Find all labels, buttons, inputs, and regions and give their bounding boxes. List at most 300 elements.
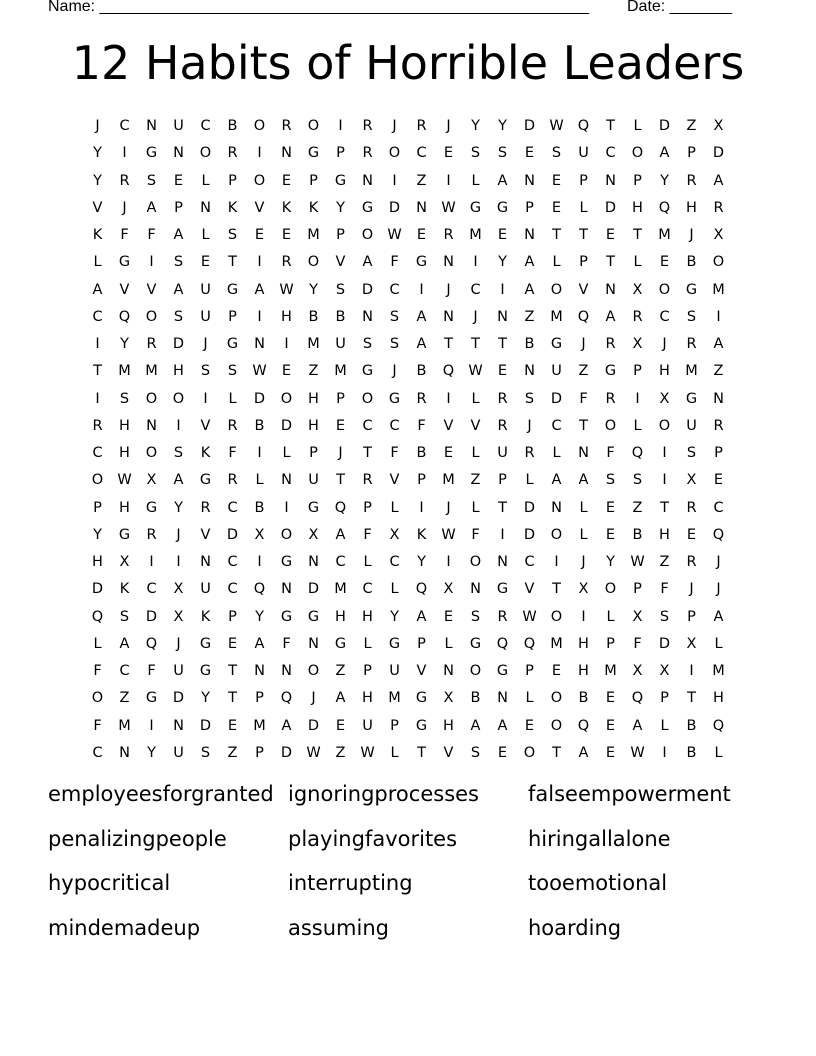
grid-letter: P (579, 172, 588, 189)
grid-letter: V (200, 526, 211, 543)
grid-letter: U (200, 281, 211, 298)
grid-letter: I (392, 172, 397, 189)
grid-letter: M (388, 690, 401, 707)
grid-letter: E (416, 227, 427, 243)
word-list-item: tooemotional (528, 871, 668, 896)
word-list-item: playingfavorites (288, 826, 458, 851)
grid-letter: Y (255, 608, 264, 625)
date-field[interactable]: Date: _______ (627, 0, 732, 15)
grid-letter: S (200, 363, 211, 380)
grid-letter: S (173, 445, 184, 461)
grid-letter: H (713, 690, 724, 707)
grid-letter: N (524, 363, 535, 380)
grid-letter: O (388, 145, 401, 162)
grid-letter: I (716, 308, 721, 325)
grid-row (84, 195, 732, 222)
grid-letter: C (92, 445, 103, 461)
grid-letter: T (552, 581, 561, 598)
grid-letter: N (173, 145, 184, 162)
grid-letter: A (254, 281, 265, 298)
grid-letter: Y (606, 554, 615, 570)
grid-letter: L (390, 499, 399, 516)
grid-letter: D (388, 199, 401, 216)
grid-letter: D (523, 118, 536, 134)
grid-letter: W (468, 363, 483, 380)
grid-letter: X (713, 118, 724, 134)
grid-letter: L (714, 635, 723, 652)
grid-letter: T (687, 690, 696, 707)
grid-letter: S (173, 308, 184, 325)
grid-letter: L (471, 445, 480, 461)
grid-letter: A (605, 308, 616, 325)
grid-letter: L (390, 744, 399, 761)
grid-letter: Y (498, 254, 507, 271)
grid-letter: L (579, 526, 588, 543)
grid-letter: X (443, 581, 454, 598)
grid-letter: E (443, 608, 454, 625)
grid-letter: C (713, 499, 724, 516)
grid-letter: G (226, 281, 239, 298)
grid-letter: V (443, 744, 454, 761)
grid-letter: W (441, 199, 456, 216)
grid-letter: P (228, 172, 237, 189)
grid-letter: H (173, 363, 184, 380)
grid-letter: V (524, 581, 535, 598)
grid-letter: T (336, 472, 345, 489)
grid-letter: B (254, 499, 265, 516)
grid-letter: U (578, 145, 589, 162)
grid-letter: G (496, 199, 509, 216)
grid-row (84, 467, 732, 494)
grid-letter: P (606, 635, 615, 652)
grid-letter: L (579, 199, 588, 216)
grid-letter: X (686, 472, 697, 489)
grid-row (84, 549, 732, 576)
grid-letter: E (443, 445, 454, 461)
grid-letter: Q (118, 308, 131, 325)
grid-letter: L (228, 390, 237, 407)
grid-letter: A (119, 635, 130, 652)
grid-row (84, 440, 732, 467)
grid-letter: G (415, 690, 428, 707)
grid-letter: W (522, 608, 537, 625)
grid-letter: V (119, 281, 130, 298)
grid-letter: Y (417, 554, 426, 570)
grid-letter: W (360, 744, 375, 761)
grid-letter: P (390, 717, 399, 734)
grid-letter: O (550, 281, 563, 298)
grid-letter: R (281, 254, 292, 271)
grid-letter: R (362, 472, 373, 489)
grid-letter: R (200, 499, 211, 516)
grid-letter: S (551, 145, 562, 162)
grid-letter: D (658, 635, 671, 652)
grid-letter: F (363, 526, 372, 543)
grid-letter: Q (442, 363, 455, 380)
grid-letter: Q (577, 308, 590, 325)
grid-letter: P (93, 499, 102, 516)
grid-letter: N (200, 199, 211, 216)
grid-letter: X (659, 663, 670, 679)
grid-letter: W (630, 554, 645, 570)
grid-letter: K (200, 608, 211, 625)
grid-letter: O (469, 663, 482, 679)
grid-letter: Q (577, 118, 590, 134)
grid-letter: S (659, 608, 670, 625)
grid-letter: M (550, 635, 563, 652)
grid-letter: A (416, 336, 427, 352)
grid-letter: R (146, 336, 157, 352)
grid-letter: G (307, 608, 320, 625)
grid-letter: I (689, 663, 694, 679)
grid-letter: H (578, 635, 589, 652)
grid-letter: D (604, 199, 617, 216)
grid-letter: I (257, 308, 262, 325)
grid-letter: R (497, 417, 508, 434)
grid-letter: Z (308, 363, 319, 380)
grid-letter: Y (336, 199, 345, 216)
grid-letter: H (92, 554, 103, 570)
grid-letter: V (335, 254, 346, 271)
grid-letter: J (176, 635, 181, 652)
grid-letter: E (281, 227, 292, 243)
grid-letter: L (444, 635, 453, 652)
grid-letter: E (605, 744, 616, 761)
grid-letter: E (227, 717, 238, 734)
grid-letter: E (173, 172, 184, 189)
grid-letter: A (173, 472, 184, 489)
grid-letter: C (92, 744, 103, 761)
grid-letter: N (362, 172, 373, 189)
grid-row (84, 658, 732, 685)
grid-letter: P (525, 663, 534, 679)
grid-letter: Y (93, 172, 102, 189)
grid-letter: G (145, 690, 158, 707)
grid-letter: D (226, 526, 239, 543)
grid-letter: R (686, 336, 697, 352)
grid-letter: M (712, 281, 725, 298)
grid-letter: N (281, 663, 292, 679)
grid-letter: L (201, 227, 210, 243)
grid-letter: C (227, 499, 238, 516)
grid-letter: E (524, 717, 535, 734)
grid-letter: H (578, 663, 589, 679)
grid-letter: A (551, 472, 562, 489)
grid-letter: D (280, 417, 293, 434)
grid-letter: D (253, 390, 266, 407)
grid-letter: R (497, 608, 508, 625)
grid-letter: A (146, 199, 157, 216)
grid-letter: J (527, 417, 532, 434)
grid-letter: S (470, 608, 481, 625)
grid-letter: F (606, 445, 615, 461)
grid-letter: G (118, 526, 131, 543)
grid-letter: D (172, 336, 185, 352)
grid-letter: P (336, 390, 345, 407)
grid-letter: N (605, 281, 616, 298)
grid-letter: N (470, 581, 481, 598)
grid-letter: H (443, 717, 454, 734)
grid-letter: L (471, 390, 480, 407)
grid-letter: B (632, 526, 643, 543)
grid-letter: M (712, 663, 725, 679)
grid-letter: J (446, 118, 451, 134)
grid-letter: J (716, 554, 721, 570)
grid-letter: T (633, 227, 642, 243)
grid-letter: A (335, 690, 346, 707)
grid-letter: I (122, 145, 127, 162)
grid-letter: H (308, 390, 319, 407)
grid-letter: X (308, 526, 319, 543)
grid-letter: Z (335, 744, 346, 761)
grid-letter: M (253, 717, 266, 734)
grid-letter: S (605, 472, 616, 489)
grid-letter: I (257, 254, 262, 271)
grid-letter: C (335, 554, 346, 570)
grid-letter: E (605, 227, 616, 243)
grid-letter: D (361, 281, 374, 298)
grid-letter: A (416, 608, 427, 625)
grid-letter: R (686, 172, 697, 189)
grid-letter: S (362, 336, 373, 352)
grid-letter: S (686, 308, 697, 325)
grid-letter: G (415, 254, 428, 271)
grid-letter: G (685, 281, 698, 298)
grid-letter: O (604, 581, 617, 598)
name-field[interactable]: Name: _______________________________________________________ (48, 0, 589, 15)
grid-letter: H (659, 363, 670, 380)
grid-letter: U (173, 744, 184, 761)
grid-letter: N (119, 744, 130, 761)
grid-letter: G (334, 635, 347, 652)
grid-letter: Y (498, 118, 507, 134)
word-list-row (48, 824, 768, 869)
grid-letter: T (552, 227, 561, 243)
grid-letter: F (471, 526, 480, 543)
grid-letter: I (662, 472, 667, 489)
grid-letter: H (632, 199, 643, 216)
grid-letter: Y (201, 690, 210, 707)
grid-letter: C (362, 417, 373, 434)
grid-letter: K (92, 227, 103, 243)
grid-letter: W (630, 744, 645, 761)
grid-letter: C (146, 581, 157, 598)
word-list-item: interrupting (288, 871, 413, 896)
grid-letter: L (93, 254, 102, 271)
grid-row (84, 740, 732, 767)
grid-letter: U (389, 663, 400, 679)
grid-letter: Y (174, 499, 183, 516)
grid-letter: V (389, 472, 400, 489)
grid-letter: A (578, 744, 589, 761)
grid-letter: R (362, 118, 373, 134)
grid-letter: E (605, 526, 616, 543)
grid-letter: G (685, 390, 698, 407)
grid-letter: U (173, 118, 184, 134)
grid-letter: L (552, 254, 561, 271)
grid-letter: N (443, 254, 454, 271)
grid-letter: P (687, 608, 696, 625)
grid-letter: E (686, 526, 697, 543)
grid-letter: G (145, 145, 158, 162)
grid-letter: Y (471, 118, 480, 134)
grid-letter: Q (631, 690, 644, 707)
grid-letter: R (713, 199, 724, 216)
grid-letter: U (686, 417, 697, 434)
grid-letter: X (119, 554, 130, 570)
grid-letter: O (523, 744, 536, 761)
grid-letter: H (119, 499, 130, 516)
grid-letter: O (550, 526, 563, 543)
grid-letter: C (362, 581, 373, 598)
grid-letter: E (497, 363, 508, 380)
grid-letter: N (173, 717, 184, 734)
grid-letter: R (632, 308, 643, 325)
grid-letter: I (662, 744, 667, 761)
grid-letter: C (524, 554, 535, 570)
grid-letter: B (227, 118, 238, 134)
grid-letter: Q (91, 608, 104, 625)
grid-letter: T (228, 690, 237, 707)
grid-letter: O (550, 690, 563, 707)
grid-letter: L (633, 254, 642, 271)
grid-letter: R (524, 445, 535, 461)
grid-letter: O (172, 390, 185, 407)
grid-letter: Z (335, 663, 346, 679)
grid-letter: M (118, 717, 131, 734)
grid-letter: S (146, 172, 157, 189)
grid-row (84, 713, 732, 740)
grid-letter: T (444, 336, 453, 352)
grid-letter: E (551, 663, 562, 679)
grid-letter: M (469, 227, 482, 243)
grid-letter: S (200, 744, 211, 761)
grid-letter: K (308, 199, 319, 216)
grid-letter: P (309, 172, 318, 189)
grid-letter: G (469, 199, 482, 216)
grid-letter: C (470, 281, 481, 298)
grid-letter: G (307, 145, 320, 162)
grid-letter: G (361, 199, 374, 216)
grid-letter: C (551, 417, 562, 434)
grid-row (84, 522, 732, 549)
grid-letter: L (201, 172, 210, 189)
grid-letter: H (362, 608, 373, 625)
grid-letter: J (581, 554, 586, 570)
grid-letter: L (714, 744, 723, 761)
grid-letter: V (416, 663, 427, 679)
grid-letter: P (633, 363, 642, 380)
grid-letter: T (363, 445, 372, 461)
grid-letter: W (306, 744, 321, 761)
grid-letter: V (254, 199, 265, 216)
grid-letter: B (254, 417, 265, 434)
grid-row (84, 249, 732, 276)
grid-letter: O (145, 390, 158, 407)
grid-letter: B (578, 690, 589, 707)
grid-letter: T (498, 336, 507, 352)
grid-letter: F (147, 227, 156, 243)
grid-letter: W (387, 227, 402, 243)
grid-letter: P (309, 445, 318, 461)
grid-letter: O (91, 690, 104, 707)
grid-letter: S (227, 363, 238, 380)
grid-letter: P (579, 254, 588, 271)
grid-letter: Z (470, 472, 481, 489)
grid-letter: A (92, 281, 103, 298)
grid-letter: O (253, 118, 266, 134)
grid-row (84, 358, 732, 385)
grid-letter: X (632, 336, 643, 352)
grid-letter: G (199, 472, 212, 489)
grid-letter: A (254, 635, 265, 652)
grid-letter: A (281, 717, 292, 734)
grid-letter: C (416, 145, 427, 162)
grid-letter: L (525, 472, 534, 489)
grid-letter: X (713, 227, 724, 243)
word-list (48, 779, 768, 958)
grid-letter: B (686, 717, 697, 734)
grid-letter: E (227, 635, 238, 652)
grid-letter: H (119, 445, 130, 461)
word-list-row (48, 868, 768, 913)
grid-letter: M (334, 581, 347, 598)
grid-letter: A (470, 717, 481, 734)
grid-letter: B (686, 254, 697, 271)
grid-letter: G (334, 172, 347, 189)
grid-letter: E (605, 690, 616, 707)
grid-letter: S (632, 472, 643, 489)
grid-letter: D (172, 690, 185, 707)
grid-letter: H (119, 417, 130, 434)
word-list-item: mindemadeup (48, 916, 201, 941)
grid-letter: U (200, 581, 211, 598)
grid-letter: N (254, 336, 265, 352)
grid-letter: O (550, 608, 563, 625)
grid-letter: B (686, 744, 697, 761)
grid-letter: C (119, 118, 130, 134)
grid-letter: B (524, 336, 535, 352)
grid-letter: T (606, 118, 615, 134)
grid-letter: S (470, 744, 481, 761)
grid-letter: Y (390, 608, 399, 625)
grid-letter: I (500, 281, 505, 298)
grid-letter: I (257, 145, 262, 162)
grid-row (84, 631, 732, 658)
grid-letter: E (551, 172, 562, 189)
grid-letter: V (443, 417, 454, 434)
grid-letter: K (281, 199, 292, 216)
grid-letter: O (658, 281, 671, 298)
grid-letter: Z (524, 308, 535, 325)
grid-letter: X (632, 663, 643, 679)
grid-letter: G (550, 336, 563, 352)
grid-letter: J (662, 336, 667, 352)
grid-letter: Y (147, 744, 156, 761)
grid-letter: O (91, 472, 104, 489)
grid-letter: G (145, 499, 158, 516)
grid-letter: Y (660, 172, 669, 189)
grid-letter: A (524, 281, 535, 298)
grid-letter: E (335, 417, 346, 434)
word-list-item: falseempowerment (528, 782, 731, 806)
grid-letter: N (416, 199, 427, 216)
grid-letter: Y (309, 281, 318, 298)
grid-letter: N (362, 308, 373, 325)
grid-letter: M (658, 227, 671, 243)
grid-letter: L (606, 608, 615, 625)
grid-letter: T (579, 417, 588, 434)
